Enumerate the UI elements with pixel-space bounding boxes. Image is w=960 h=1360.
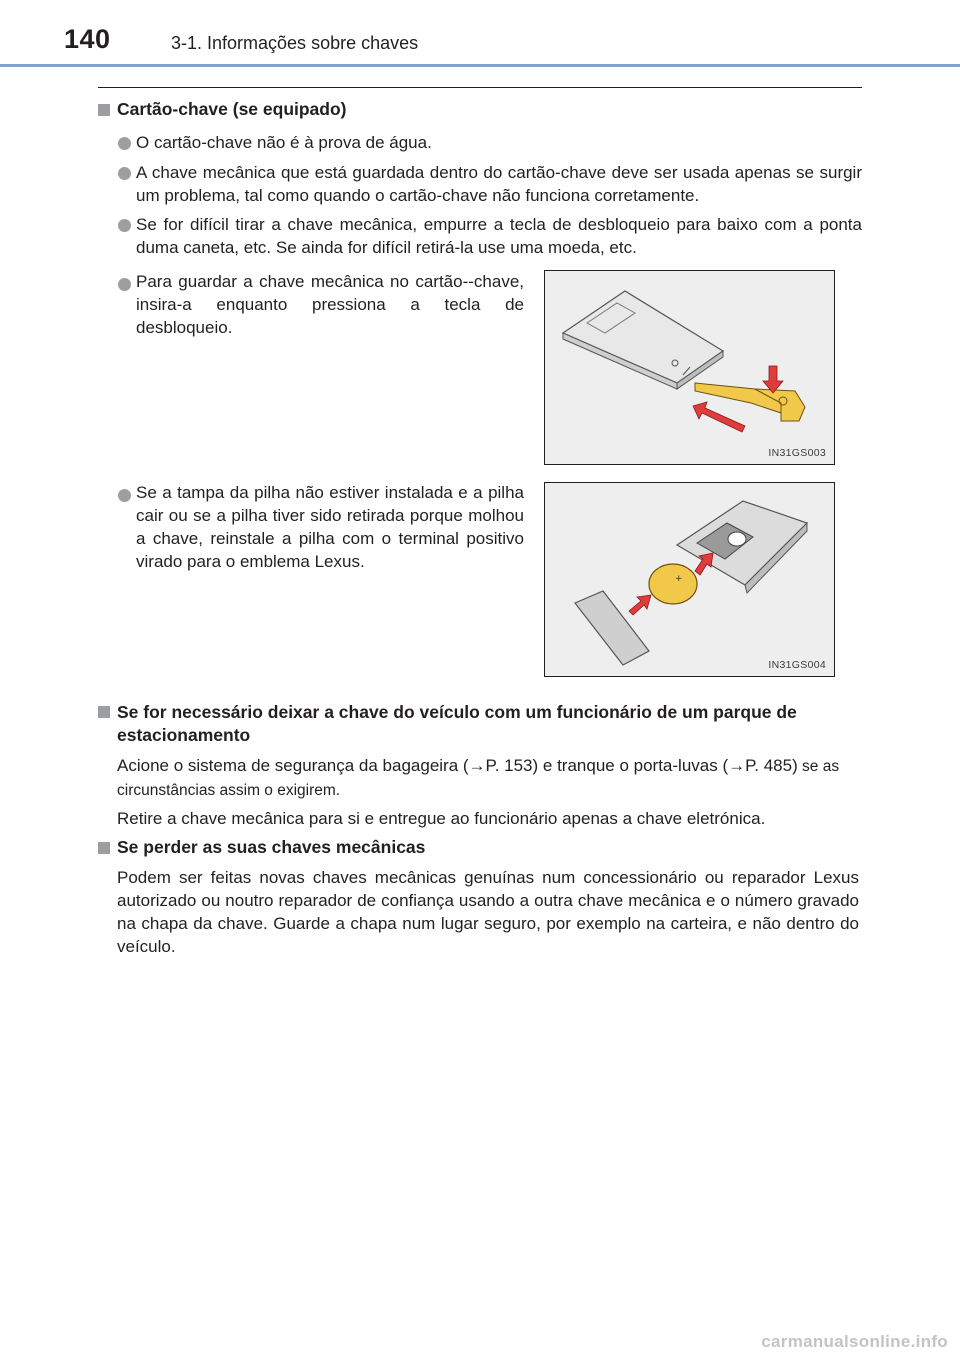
valet-heading: Se for necessário deixar a chave do veículo com um funcionário de um parque de estacionamento xyxy=(117,702,797,745)
section-square-icon xyxy=(98,706,110,718)
valet-paragraph-1-tail: se as circunstâncias assim o exigirem. xyxy=(117,758,840,799)
bullet-dot-icon xyxy=(118,137,131,150)
lost-keys-heading: Se perder as suas chaves mecânicas xyxy=(117,837,426,857)
valet-paragraph-2: Retire a chave mecânica para si e entregue ao funcionário apenas a chave eletrónica. xyxy=(117,809,766,828)
bullet-dot-icon xyxy=(118,489,131,502)
header-rule xyxy=(0,64,960,67)
section-square-icon xyxy=(98,104,110,116)
battery-install-illustration xyxy=(545,483,834,676)
svg-text:+: + xyxy=(675,574,683,584)
watermark: carmanualsonline.info xyxy=(761,1332,948,1351)
page-header xyxy=(0,0,960,70)
card-key-heading: Cartão-chave (se equipado) xyxy=(117,99,347,119)
bullet-dot-icon xyxy=(118,167,131,180)
card-key-bullet-4: Para guardar a chave mecânica no cartão--chave, insira-a enquanto pressiona a tecla de desbloqueio. xyxy=(136,272,524,337)
bullet-dot-icon xyxy=(118,219,131,232)
card-key-bullet-2: A chave mecânica que está guardada dentro do cartão-chave deve ser usada apenas se surgir um problema, tal como quando o cartão-chave não funciona corretamente. xyxy=(136,163,862,205)
card-key-bullet-5: Se a tampa da pilha não estiver instalada e a pilha cair ou se a pilha tiver sido retirada porque molhou a chave, reinstale a pilha com o terminal positivo virado para o emblema Lexus. xyxy=(136,483,524,571)
valet-paragraph-1 xyxy=(117,754,862,802)
page-number: 140 xyxy=(64,24,111,54)
card-key-bullet-3: Se for difícil tirar a chave mecânica, empurre a tecla de desbloqueio para baixo com a ponta duma caneta, etc. Se ainda for difícil retirá-la use uma moeda, etc. xyxy=(136,215,862,257)
section-square-icon xyxy=(98,842,110,854)
valet-paragraph-1-main: Acione o sistema de segurança da bagageira (→P. 153) e tranque o porta-luvas (→P. 485) xyxy=(117,756,798,775)
section-divider xyxy=(98,87,862,88)
card-key-bullet-1: O cartão-chave não é à prova de água. xyxy=(136,133,432,152)
key-insert-illustration xyxy=(545,271,834,464)
figure-code: IN31GS003 xyxy=(768,447,826,459)
bullet-dot-icon xyxy=(118,278,131,291)
figure-key-insert xyxy=(544,270,835,465)
lost-keys-paragraph: Podem ser feitas novas chaves mecânicas genuínas num concessionário ou reparador Lexus autorizado ou noutro reparador de confiança usando a outra chave mecânica e o número gravado na chapa da chave. Guarde a chapa num lugar seguro, por exemplo na carteira, e não dentro do veículo. xyxy=(117,868,859,956)
figure-battery-install xyxy=(544,482,835,677)
figure-code: IN31GS004 xyxy=(768,659,826,671)
chapter-title: 3-1. Informações sobre chaves xyxy=(171,33,419,53)
